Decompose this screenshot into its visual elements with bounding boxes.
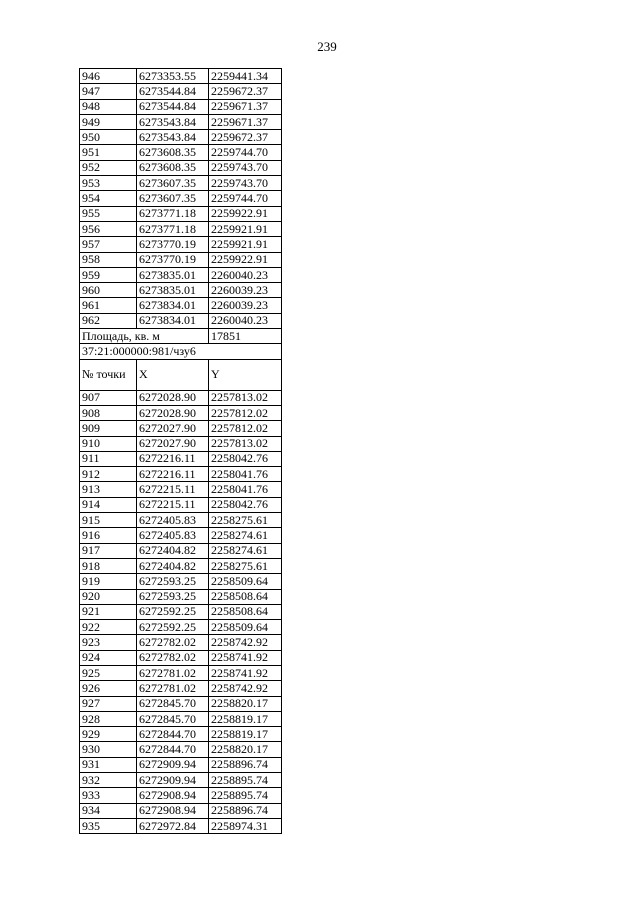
x-coordinate: 6273353.55 — [137, 69, 209, 84]
point-number: 946 — [80, 69, 137, 84]
x-coordinate: 6272405.83 — [137, 528, 209, 543]
point-number: 933 — [80, 788, 137, 803]
point-number: 925 — [80, 665, 137, 680]
y-coordinate: 2259441.34 — [209, 69, 282, 84]
x-coordinate: 6272782.02 — [137, 635, 209, 650]
point-number: 913 — [80, 482, 137, 497]
y-coordinate: 2257812.02 — [209, 421, 282, 436]
point-number: 922 — [80, 620, 137, 635]
table-row — [80, 696, 282, 711]
point-number: 920 — [80, 589, 137, 604]
table-row — [80, 650, 282, 665]
x-coordinate: 6273608.35 — [137, 160, 209, 175]
x-coordinate: 6272909.94 — [137, 773, 209, 788]
parcel-row — [80, 344, 282, 359]
table-row — [80, 497, 282, 512]
y-coordinate: 2258896.74 — [209, 757, 282, 772]
point-number: 931 — [80, 757, 137, 772]
table-row — [80, 390, 282, 405]
point-number: 929 — [80, 727, 137, 742]
table-row — [80, 635, 282, 650]
table-row — [80, 788, 282, 803]
x-coordinate: 6273608.35 — [137, 145, 209, 160]
table-row — [80, 191, 282, 206]
table-row — [80, 221, 282, 236]
area-label: Площадь, кв. м — [80, 329, 209, 344]
y-coordinate: 2258275.61 — [209, 558, 282, 573]
y-coordinate: 2258509.64 — [209, 574, 282, 589]
x-coordinate: 6273543.84 — [137, 130, 209, 145]
area-section — [80, 329, 282, 391]
point-number: 956 — [80, 221, 137, 236]
y-coordinate: 2258819.17 — [209, 711, 282, 726]
point-number: 954 — [80, 191, 137, 206]
header-y: Y — [209, 359, 282, 390]
table-row — [80, 513, 282, 528]
table-row — [80, 574, 282, 589]
y-coordinate: 2259921.91 — [209, 221, 282, 236]
x-coordinate: 6272593.25 — [137, 589, 209, 604]
x-coordinate: 6272216.11 — [137, 451, 209, 466]
y-coordinate: 2258274.61 — [209, 528, 282, 543]
table-row — [80, 252, 282, 267]
point-number: 951 — [80, 145, 137, 160]
y-coordinate: 2259922.91 — [209, 252, 282, 267]
y-coordinate: 2259743.70 — [209, 176, 282, 191]
table-row — [80, 436, 282, 451]
y-coordinate: 2258508.64 — [209, 589, 282, 604]
table-row — [80, 711, 282, 726]
y-coordinate: 2258819.17 — [209, 727, 282, 742]
point-number: 934 — [80, 803, 137, 818]
parcel-id: 37:21:000000:981/чзу6 — [80, 344, 282, 359]
y-coordinate: 2258820.17 — [209, 696, 282, 711]
x-coordinate: 6272216.11 — [137, 467, 209, 482]
y-coordinate: 2259672.37 — [209, 84, 282, 99]
table-row — [80, 589, 282, 604]
x-coordinate: 6273835.01 — [137, 267, 209, 282]
point-number: 960 — [80, 283, 137, 298]
y-coordinate: 2258741.92 — [209, 665, 282, 680]
x-coordinate: 6272404.82 — [137, 543, 209, 558]
y-coordinate: 2260039.23 — [209, 298, 282, 313]
table-row — [80, 528, 282, 543]
x-coordinate: 6272028.90 — [137, 390, 209, 405]
y-coordinate: 2260039.23 — [209, 283, 282, 298]
table-row — [80, 421, 282, 436]
y-coordinate: 2259921.91 — [209, 237, 282, 252]
point-number: 909 — [80, 421, 137, 436]
header-row — [80, 359, 282, 390]
x-coordinate: 6272972.84 — [137, 818, 209, 833]
point-number: 935 — [80, 818, 137, 833]
y-coordinate: 2257812.02 — [209, 405, 282, 420]
x-coordinate: 6272845.70 — [137, 696, 209, 711]
y-coordinate: 2258820.17 — [209, 742, 282, 757]
y-coordinate: 2260040.23 — [209, 267, 282, 282]
point-number: 911 — [80, 451, 137, 466]
y-coordinate: 2258041.76 — [209, 467, 282, 482]
table-row — [80, 727, 282, 742]
y-coordinate: 2258041.76 — [209, 482, 282, 497]
y-coordinate: 2258509.64 — [209, 620, 282, 635]
header-point-number: № точки — [80, 359, 137, 390]
table-row — [80, 206, 282, 221]
coordinates-block-b — [80, 390, 282, 834]
x-coordinate: 6272593.25 — [137, 574, 209, 589]
y-coordinate: 2259671.37 — [209, 99, 282, 114]
y-coordinate: 2258896.74 — [209, 803, 282, 818]
y-coordinate: 2259743.70 — [209, 160, 282, 175]
y-coordinate: 2258895.74 — [209, 773, 282, 788]
table-row — [80, 160, 282, 175]
point-number: 947 — [80, 84, 137, 99]
x-coordinate: 6273834.01 — [137, 298, 209, 313]
point-number: 955 — [80, 206, 137, 221]
table-row — [80, 313, 282, 328]
x-coordinate: 6273771.18 — [137, 206, 209, 221]
point-number: 917 — [80, 543, 137, 558]
x-coordinate: 6272781.02 — [137, 665, 209, 680]
point-number: 908 — [80, 405, 137, 420]
x-coordinate: 6272215.11 — [137, 482, 209, 497]
point-number: 918 — [80, 558, 137, 573]
y-coordinate: 2257813.02 — [209, 390, 282, 405]
x-coordinate: 6272782.02 — [137, 650, 209, 665]
page-number: 239 — [317, 39, 337, 54]
y-coordinate: 2258274.61 — [209, 543, 282, 558]
y-coordinate: 2259671.37 — [209, 114, 282, 129]
point-number: 921 — [80, 604, 137, 619]
table-row — [80, 482, 282, 497]
point-number: 950 — [80, 130, 137, 145]
area-value: 17851 — [209, 329, 282, 344]
point-number: 953 — [80, 176, 137, 191]
point-number: 927 — [80, 696, 137, 711]
table-row — [80, 543, 282, 558]
x-coordinate: 6273544.84 — [137, 99, 209, 114]
point-number: 959 — [80, 267, 137, 282]
table-row — [80, 681, 282, 696]
point-number: 949 — [80, 114, 137, 129]
table-row — [80, 69, 282, 84]
x-coordinate: 6272844.70 — [137, 727, 209, 742]
x-coordinate: 6272592.25 — [137, 620, 209, 635]
table-row — [80, 558, 282, 573]
x-coordinate: 6272908.94 — [137, 803, 209, 818]
x-coordinate: 6273834.01 — [137, 313, 209, 328]
table-row — [80, 99, 282, 114]
area-row — [80, 329, 282, 344]
x-coordinate: 6273544.84 — [137, 84, 209, 99]
y-coordinate: 2258508.64 — [209, 604, 282, 619]
table-row — [80, 267, 282, 282]
point-number: 948 — [80, 99, 137, 114]
table-row — [80, 176, 282, 191]
table-row — [80, 298, 282, 313]
table-row — [80, 665, 282, 680]
point-number: 914 — [80, 497, 137, 512]
table-row — [80, 237, 282, 252]
x-coordinate: 6272908.94 — [137, 788, 209, 803]
y-coordinate: 2258742.92 — [209, 635, 282, 650]
table-row — [80, 757, 282, 772]
table-row — [80, 773, 282, 788]
point-number: 962 — [80, 313, 137, 328]
x-coordinate: 6273770.19 — [137, 237, 209, 252]
x-coordinate: 6272592.25 — [137, 604, 209, 619]
y-coordinate: 2258974.31 — [209, 818, 282, 833]
point-number: 916 — [80, 528, 137, 543]
y-coordinate: 2260040.23 — [209, 313, 282, 328]
x-coordinate: 6272844.70 — [137, 742, 209, 757]
point-number: 957 — [80, 237, 137, 252]
point-number: 923 — [80, 635, 137, 650]
x-coordinate: 6273607.35 — [137, 176, 209, 191]
coordinates-block-a — [80, 69, 282, 329]
y-coordinate: 2259672.37 — [209, 130, 282, 145]
x-coordinate: 6272781.02 — [137, 681, 209, 696]
point-number: 932 — [80, 773, 137, 788]
point-number: 926 — [80, 681, 137, 696]
y-coordinate: 2258275.61 — [209, 513, 282, 528]
point-number: 912 — [80, 467, 137, 482]
y-coordinate: 2258895.74 — [209, 788, 282, 803]
y-coordinate: 2259744.70 — [209, 191, 282, 206]
y-coordinate: 2259744.70 — [209, 145, 282, 160]
x-coordinate: 6272215.11 — [137, 497, 209, 512]
table-row — [80, 818, 282, 833]
x-coordinate: 6273543.84 — [137, 114, 209, 129]
x-coordinate: 6273835.01 — [137, 283, 209, 298]
x-coordinate: 6272405.83 — [137, 513, 209, 528]
table-row — [80, 803, 282, 818]
y-coordinate: 2259922.91 — [209, 206, 282, 221]
coordinates-table — [79, 68, 282, 834]
table-row — [80, 130, 282, 145]
y-coordinate: 2258741.92 — [209, 650, 282, 665]
x-coordinate: 6273770.19 — [137, 252, 209, 267]
y-coordinate: 2258042.76 — [209, 451, 282, 466]
table-row — [80, 742, 282, 757]
table-row — [80, 145, 282, 160]
y-coordinate: 2258742.92 — [209, 681, 282, 696]
x-coordinate: 6272845.70 — [137, 711, 209, 726]
point-number: 915 — [80, 513, 137, 528]
point-number: 919 — [80, 574, 137, 589]
table-row — [80, 114, 282, 129]
table-row — [80, 604, 282, 619]
header-x: X — [137, 359, 209, 390]
point-number: 958 — [80, 252, 137, 267]
x-coordinate: 6272027.90 — [137, 436, 209, 451]
x-coordinate: 6272027.90 — [137, 421, 209, 436]
table-row — [80, 84, 282, 99]
point-number: 961 — [80, 298, 137, 313]
table-row — [80, 283, 282, 298]
point-number: 928 — [80, 711, 137, 726]
x-coordinate: 6272028.90 — [137, 405, 209, 420]
table-row — [80, 467, 282, 482]
y-coordinate: 2257813.02 — [209, 436, 282, 451]
point-number: 924 — [80, 650, 137, 665]
y-coordinate: 2258042.76 — [209, 497, 282, 512]
x-coordinate: 6273607.35 — [137, 191, 209, 206]
point-number: 907 — [80, 390, 137, 405]
point-number: 952 — [80, 160, 137, 175]
x-coordinate: 6272404.82 — [137, 558, 209, 573]
point-number: 930 — [80, 742, 137, 757]
table-row — [80, 451, 282, 466]
table-row — [80, 620, 282, 635]
x-coordinate: 6272909.94 — [137, 757, 209, 772]
x-coordinate: 6273771.18 — [137, 221, 209, 236]
table-row — [80, 405, 282, 420]
point-number: 910 — [80, 436, 137, 451]
